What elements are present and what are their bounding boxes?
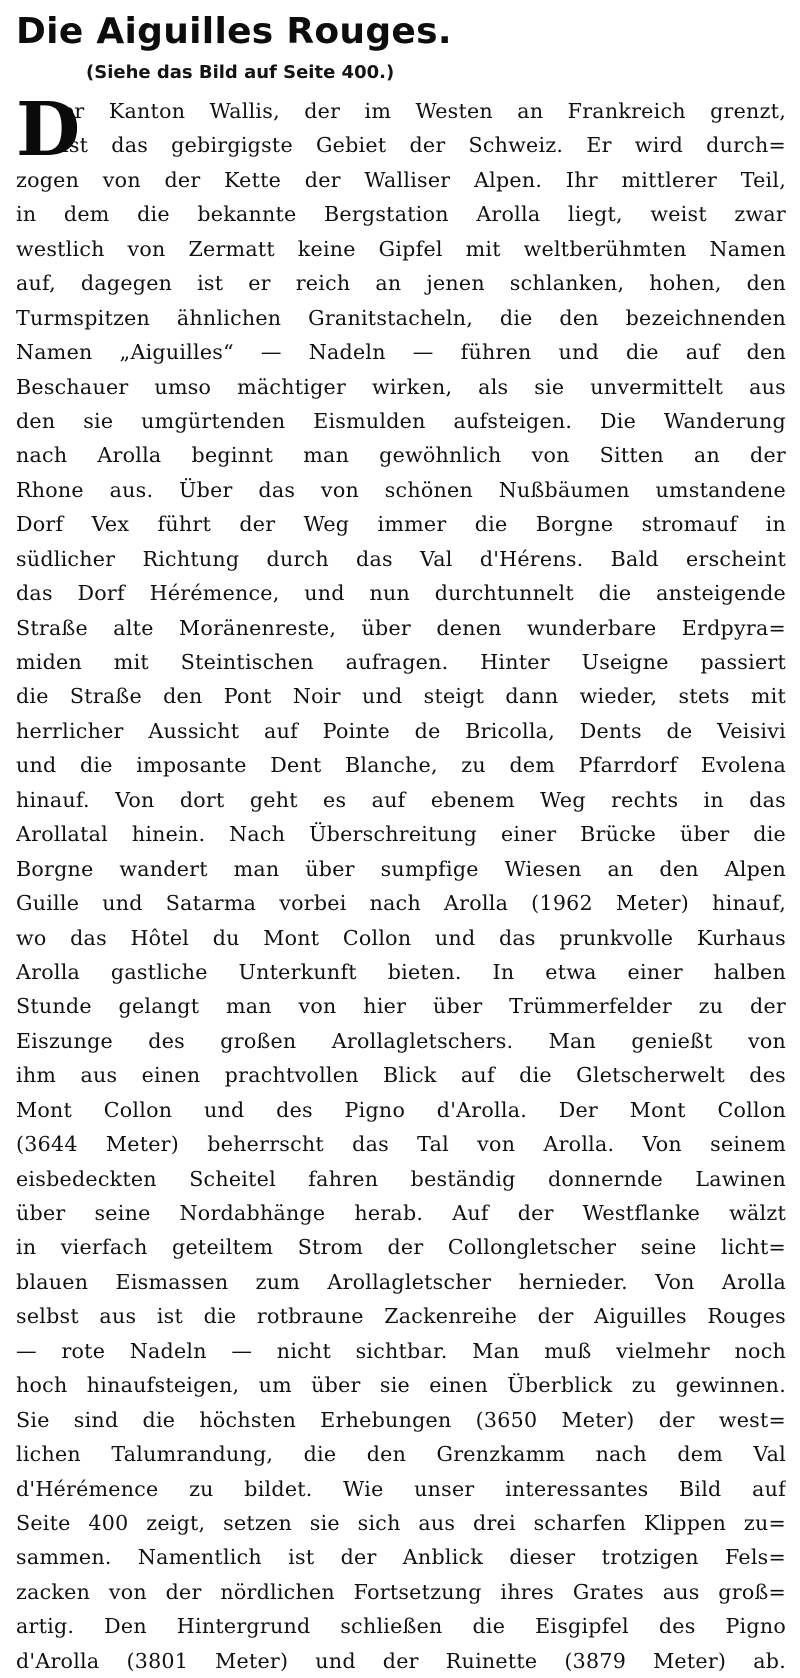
body-line: in dem die bekannte Bergstation Arolla liegt, weist zwar xyxy=(16,202,786,227)
body-line: wo das Hôtel du Mont Collon und das prunkvolle Kurhaus xyxy=(16,925,786,950)
body-line: Arolla gastliche Unterkunft bieten. In etwa einer halben xyxy=(16,959,786,984)
body-line: Seite 400 zeigt, setzen sie sich aus drei scharfen Klippen zu= xyxy=(16,1510,786,1535)
body-line: Straße alte Moränenreste, über denen wunderbare Erdpyra= xyxy=(16,615,786,640)
body-line: nach Arolla beginnt man gewöhnlich von Sitten an der xyxy=(16,443,786,468)
body-line: (3644 Meter) beherrscht das Tal von Arolla. Von seinem xyxy=(16,1132,786,1157)
body-line: Turmspitzen ähnlichen Granitstacheln, die den bezeichnenden xyxy=(16,305,786,330)
body-line: zogen von der Kette der Walliser Alpen. Ihr mittlerer Teil, xyxy=(16,167,786,192)
body-line: miden mit Steintischen aufragen. Hinter Useigne passiert xyxy=(16,650,786,674)
body-line: die Straße den Pont Noir und steigt dann wieder, stets mit xyxy=(16,684,786,709)
article-body xyxy=(16,87,786,1678)
body-line: hinauf. Von dort geht es auf ebenem Weg rechts in das xyxy=(16,787,786,812)
body-line: sammen. Namentlich ist der Anblick dieser trotzigen Fels= xyxy=(16,1545,786,1570)
body-line: Beschauer umso mächtiger wirken, als sie unvermittelt aus xyxy=(16,374,786,399)
drop-cap: D xyxy=(16,87,81,173)
body-line: Stunde gelangt man von hier über Trümmerfelder zu der xyxy=(16,994,786,1019)
body-line: das Dorf Hérémence, und nun durchtunnelt die ansteigende xyxy=(16,581,786,606)
body-line: auf, dagegen ist er reich an jenen schlanken, hohen, den xyxy=(16,271,786,296)
body-line: artig. Den Hintergrund schließen die Eisgipfel des Pigno xyxy=(16,1614,786,1639)
body-line: Mont Collon und des Pigno d'Arolla. Der Mont Collon xyxy=(16,1097,786,1122)
body-line: westlich von Zermatt keine Gipfel mit weltberühmten Namen xyxy=(16,236,786,261)
body-line: Arollatal hinein. Nach Überschreitung einer Brücke über die xyxy=(16,822,786,847)
body-line: Guille und Satarma vorbei nach Arolla (1962 Meter) hinauf, xyxy=(16,891,786,916)
body-line: lichen Talumrandung, die den Grenzkamm nach dem Val xyxy=(16,1442,786,1467)
body-line: herrlicher Aussicht auf Pointe de Bricolla, Dents de Veisivi xyxy=(16,718,786,743)
body-line: in vierfach geteiltem Strom der Collongletscher seine licht= xyxy=(16,1235,786,1260)
body-line: zacken von der nördlichen Fortsetzung ihres Grates aus groß= xyxy=(16,1579,786,1604)
body-line: d'Hérémence zu bildet. Wie unser interessantes Bild auf xyxy=(16,1476,786,1501)
body-line: Eiszunge des großen Arollagletschers. Man genießt von xyxy=(16,1028,786,1053)
body-line: Borgne wandert man über sumpfige Wiesen an den Alpen xyxy=(16,856,786,881)
body-line: ihm aus einen prachtvollen Blick auf die Gletscherwelt des xyxy=(16,1063,786,1088)
body-line: ist das gebirgigste Gebiet der Schweiz. Er wird durch= xyxy=(62,133,786,158)
body-line: er Kanton Wallis, der im Westen an Frankreich grenzt, xyxy=(62,99,786,123)
body-line: eisbedeckten Scheitel fahren beständig donnernde Lawinen xyxy=(16,1166,786,1191)
body-line: d'Arolla (3801 Meter) und der Ruinette (3879 Meter) ab. xyxy=(16,1648,786,1673)
body-line: hoch hinaufsteigen, um über sie einen Überblick zu gewinnen. xyxy=(16,1373,786,1398)
body-line: Rhone aus. Über das von schönen Nußbäumen umstandene xyxy=(16,477,786,502)
body-line: blauen Eismassen zum Arollagletscher hernieder. Von Arolla xyxy=(16,1269,786,1294)
article-title: Die Aiguilles Rouges. xyxy=(16,11,452,52)
body-line: den sie umgürtenden Eismulden aufsteigen. Die Wanderung xyxy=(16,408,786,433)
body-line: über seine Nordabhänge herab. Auf der Westflanke wälzt xyxy=(16,1201,786,1225)
article-subtitle: (Siehe das Bild auf Seite 400.) xyxy=(86,62,395,83)
body-line: und die imposante Dent Blanche, zu dem Pfarrdorf Evolena xyxy=(16,753,786,778)
body-line: selbst aus ist die rotbraune Zackenreihe der Aiguilles Rouges xyxy=(16,1304,786,1329)
body-line: — rote Nadeln — nicht sichtbar. Man muß vielmehr noch xyxy=(16,1338,786,1363)
body-line: Dorf Vex führt der Weg immer die Borgne stromauf in xyxy=(16,512,786,537)
body-line: südlicher Richtung durch das Val d'Hérens. Bald erscheint xyxy=(16,546,786,571)
body-line: Namen „Aiguilles“ — Nadeln — führen und die auf den xyxy=(16,340,786,365)
body-line: Sie sind die höchsten Erhebungen (3650 Meter) der west= xyxy=(16,1407,786,1432)
